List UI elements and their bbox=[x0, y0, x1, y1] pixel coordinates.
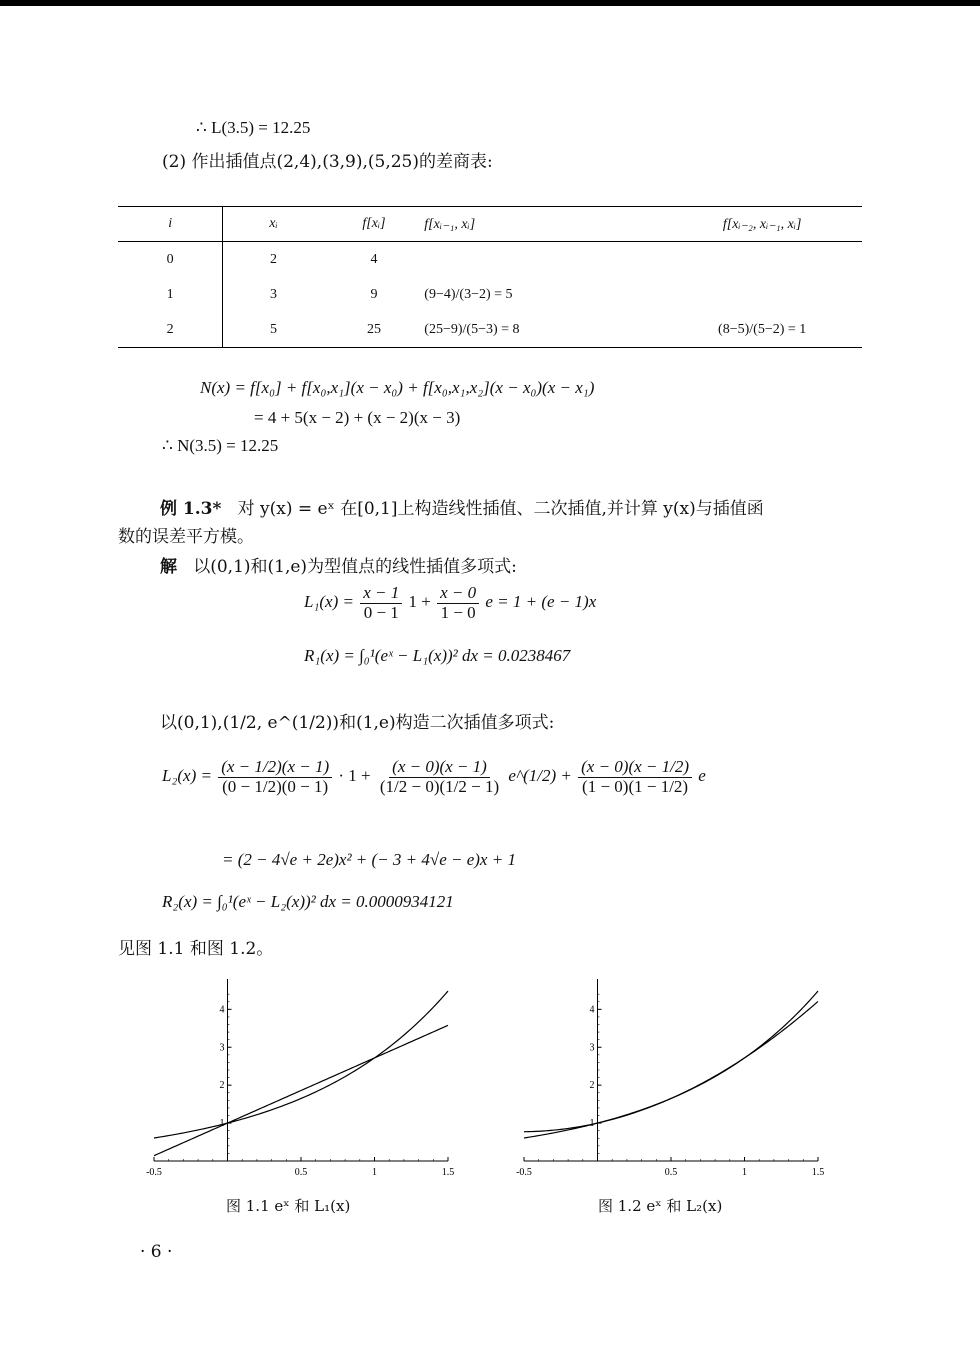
x-tick-label: 1 bbox=[742, 1167, 747, 1178]
solution-text: 以(0,1)和(1,e)为型值点的线性插值多项式: bbox=[193, 557, 517, 577]
table-cell: 9 bbox=[370, 286, 378, 302]
numerator: x − 1 bbox=[360, 584, 402, 604]
see-figures: 见图 1.1 和图 1.2。 bbox=[118, 939, 274, 959]
table-cell: (8−5)/(5−2) = 1 bbox=[662, 312, 862, 348]
x-tick-label: 1.5 bbox=[811, 1167, 825, 1178]
quadratic-intro: 以(0,1),(1/2, e^(1/2))和(1,e)构造二次插值多项式: bbox=[160, 713, 555, 733]
fraction bbox=[377, 758, 502, 796]
quadratic-expanded: = (2 − 4√e + 2e)x² + (− 3 + 4√e − e)x + 1 bbox=[222, 850, 516, 869]
example-heading bbox=[160, 494, 764, 519]
x-tick-label: -0.5 bbox=[516, 1167, 532, 1178]
table-cell bbox=[424, 242, 662, 278]
fraction bbox=[437, 584, 479, 622]
page-top-rule bbox=[0, 0, 980, 6]
denominator: (1/2 − 0)(1/2 − 1) bbox=[379, 776, 500, 796]
x-tick-label: 1.5 bbox=[441, 1167, 455, 1178]
x-tick-label: -0.5 bbox=[146, 1167, 162, 1178]
denominator: (1 − 0)(1 − 1/2) bbox=[582, 776, 689, 796]
y-tick-label: 4 bbox=[219, 1004, 225, 1016]
formula-term: · 1 + bbox=[338, 766, 371, 786]
fraction bbox=[218, 758, 332, 796]
newton-formula-line1: N(x) = f[x₀] + f[x₀,x₁](x − x₀) + f[x₀,x₁,x₂](x − x₀)(x − x₁) bbox=[200, 378, 595, 397]
solution-line bbox=[160, 552, 517, 577]
table-cell: 25 bbox=[324, 312, 425, 348]
y-tick-label: 3 bbox=[589, 1042, 595, 1054]
solution-label: 解 bbox=[160, 557, 177, 577]
example-label: 例 1.3* bbox=[160, 499, 222, 519]
line-L-value: ∴ L(3.5) = 12.25 bbox=[196, 118, 311, 137]
numerator: (x − 0)(x − 1/2) bbox=[578, 758, 692, 778]
series-curve bbox=[154, 991, 448, 1138]
formula-term: 1 + bbox=[408, 592, 431, 612]
r2-formula: R₂(x) = ∫₀¹(eˣ − L₂(x))² dx = 0.0000934121 bbox=[162, 892, 454, 911]
y-tick-label: 1 bbox=[219, 1118, 225, 1130]
y-tick-label: 1 bbox=[589, 1118, 595, 1130]
page-number: · 6 · bbox=[140, 1242, 173, 1262]
y-tick-label: 2 bbox=[589, 1080, 595, 1092]
quadratic-interp-formula bbox=[162, 758, 706, 796]
fraction bbox=[360, 584, 402, 622]
r1-formula: R₁(x) = ∫₀¹(eˣ − L₁(x))² dx = 0.0238467 bbox=[304, 646, 571, 665]
y-tick-label: 3 bbox=[219, 1042, 225, 1054]
table-cell: (9−4)/(3−2) = 5 bbox=[424, 286, 513, 302]
x-tick-label: 0.5 bbox=[664, 1167, 678, 1178]
y-tick-label: 2 bbox=[219, 1080, 225, 1092]
newton-value: ∴ N(3.5) = 12.25 bbox=[162, 436, 279, 455]
table-cell bbox=[662, 242, 862, 278]
line-diff-table-intro: (2) 作出插值点(2,4),(3,9),(5,25)的差商表: bbox=[162, 152, 493, 172]
denominator: 0 − 1 bbox=[363, 602, 399, 622]
series-curve bbox=[154, 1025, 448, 1155]
table-cell: 3 bbox=[269, 286, 277, 302]
figure-1-1-caption: 图 1.1 eˣ 和 L₁(x) bbox=[226, 1197, 351, 1215]
formula-lhs: L₁(x) = bbox=[304, 592, 354, 612]
x-tick-label: 1 bbox=[372, 1167, 377, 1178]
table-header: f[xᵢ₋₁, xᵢ] bbox=[424, 207, 662, 242]
numerator: (x − 0)(x − 1) bbox=[389, 758, 490, 778]
numerator: x − 0 bbox=[437, 584, 479, 604]
linear-interp-formula bbox=[304, 584, 596, 622]
series-curve bbox=[524, 1001, 818, 1131]
table-header: xᵢ bbox=[223, 207, 324, 242]
formula-term: e^(1/2) + bbox=[508, 766, 572, 786]
table-row bbox=[118, 277, 862, 312]
table-cell: 5 bbox=[223, 312, 324, 348]
denominator: 1 − 0 bbox=[440, 602, 476, 622]
table-cell: 4 bbox=[370, 251, 378, 267]
table-cell: 0 bbox=[118, 242, 223, 278]
table-row bbox=[118, 312, 862, 348]
table-header: f[xᵢ₋₂, xᵢ₋₁, xᵢ] bbox=[662, 207, 862, 242]
newton-formula-line2: = 4 + 5(x − 2) + (x − 2)(x − 3) bbox=[254, 408, 461, 427]
table-header: i bbox=[118, 207, 223, 242]
figure-1-2-chart bbox=[510, 975, 830, 1185]
denominator: (0 − 1/2)(0 − 1) bbox=[222, 776, 329, 796]
table-header-row bbox=[118, 207, 862, 242]
formula-rhs: e = 1 + (e − 1)x bbox=[485, 592, 597, 612]
fraction bbox=[578, 758, 692, 796]
numerator: (x − 1/2)(x − 1) bbox=[218, 758, 332, 778]
table-cell: 1 bbox=[118, 277, 223, 312]
example-text-cont: 数的误差平方模。 bbox=[118, 527, 254, 547]
formula-term: e bbox=[698, 766, 706, 786]
example-text: 对 y(x) = eˣ 在[0,1]上构造线性插值、二次插值,并计算 y(x)与插值函 bbox=[237, 499, 764, 519]
x-tick-label: 0.5 bbox=[294, 1167, 308, 1178]
figure-1-2-caption: 图 1.2 eˣ 和 L₂(x) bbox=[598, 1197, 723, 1215]
series-curve bbox=[524, 991, 818, 1138]
table-header: f[xᵢ] bbox=[324, 207, 425, 242]
table-cell bbox=[662, 277, 862, 312]
table-row bbox=[118, 242, 862, 278]
y-tick-label: 4 bbox=[589, 1004, 595, 1016]
table-cell: 2 bbox=[269, 251, 277, 267]
table-cell: 2 bbox=[118, 312, 223, 348]
figure-1-1-chart bbox=[140, 975, 460, 1185]
table-cell: (25−9)/(5−3) = 8 bbox=[424, 312, 662, 348]
formula-lhs: L₂(x) = bbox=[162, 766, 212, 786]
divided-difference-table bbox=[118, 206, 862, 348]
